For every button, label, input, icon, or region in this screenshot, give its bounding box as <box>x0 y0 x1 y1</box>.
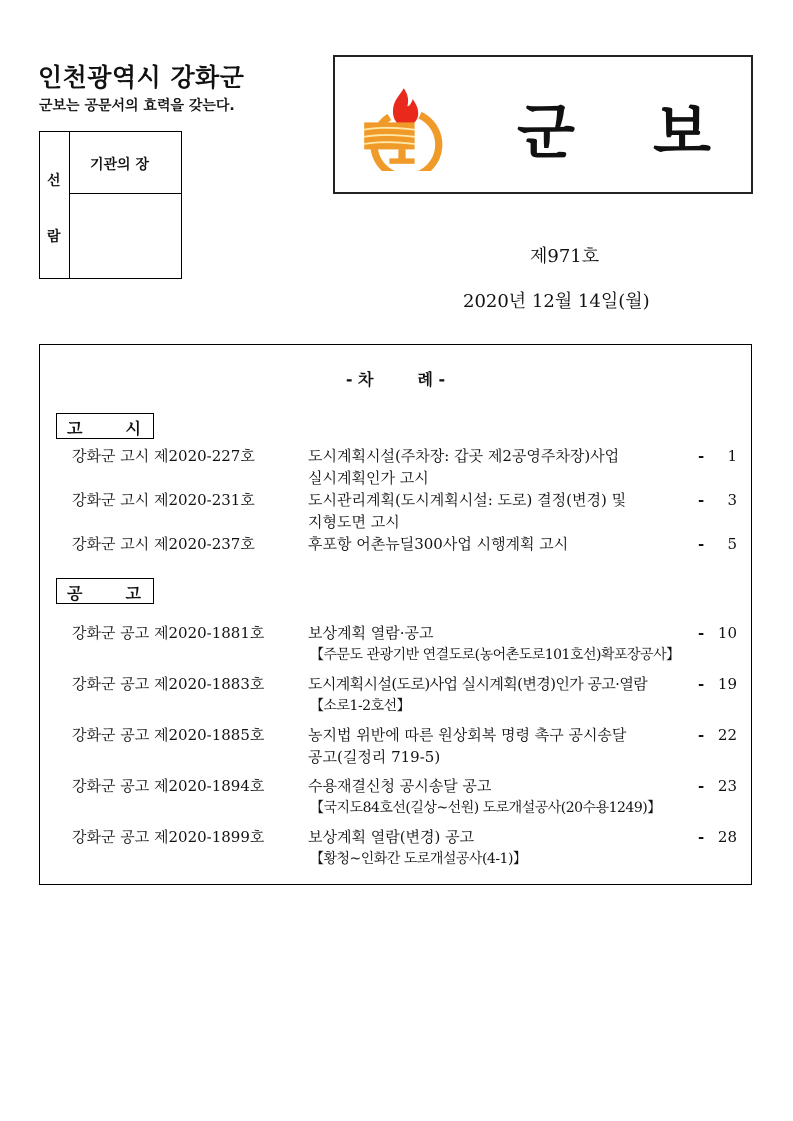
entry-title: 후포항 어촌뉴딜300사업 시행계획 고시 <box>308 535 569 553</box>
approval-head-cell <box>70 132 181 194</box>
entry-ref: 강화군 고시 제2020-237호 <box>72 535 255 553</box>
entry-dash: - <box>698 535 705 553</box>
toc-title-right: 례 - <box>417 370 446 389</box>
section-label: 시 <box>125 419 141 438</box>
toc-title <box>40 367 751 390</box>
entry-title: 도시계획시설(도로)사업 실시계획(변경)인가 공고·열람 【소로1-2호선】 <box>308 675 648 714</box>
org-subtitle: 군보는 공문서의 효력을 갖는다. <box>39 98 235 114</box>
entry-title: 도시관리계획(도시계획시설: 도로) 결정(변경) 및 지형도면 고시 <box>308 491 627 531</box>
entry-ref: 강화군 공고 제2020-1885호 <box>72 726 265 744</box>
approval-side-column <box>40 132 70 278</box>
section-label: 고 <box>67 419 83 438</box>
entry-ref: 강화군 공고 제2020-1899호 <box>72 828 265 846</box>
approval-side-char: 람 <box>47 229 61 245</box>
masthead-title-char: 보 <box>653 98 711 168</box>
entry-page: 1 <box>727 447 737 465</box>
entry-page: 23 <box>717 777 737 795</box>
section-header-notice <box>56 413 154 439</box>
entry-dash: - <box>698 624 705 642</box>
entry-ref: 강화군 고시 제2020-227호 <box>72 447 255 465</box>
masthead <box>333 55 753 194</box>
entry-title: 보상계획 열람·공고 【주문도 관광기반 연결도로(농어촌도로101호선)확포장공사】 <box>308 624 680 663</box>
issue-number: 제971호 <box>530 246 600 267</box>
entry-ref: 강화군 공고 제2020-1881호 <box>72 624 265 642</box>
gangwha-county-emblem-icon <box>357 81 447 171</box>
entry-ref: 강화군 공고 제2020-1883호 <box>72 675 265 693</box>
entry-dash: - <box>698 726 705 744</box>
approval-side-char: 선 <box>47 173 61 189</box>
entry-page: 10 <box>717 624 737 642</box>
table-of-contents <box>39 344 752 885</box>
section-label: 고 <box>125 584 141 603</box>
masthead-title-char: 군 <box>517 98 575 168</box>
issue-date: 2020년 12월 14일(월) <box>463 291 650 312</box>
approval-box <box>39 131 182 279</box>
entry-page: 19 <box>717 675 737 693</box>
entry-dash: - <box>698 777 705 795</box>
entry-ref: 강화군 고시 제2020-231호 <box>72 491 255 509</box>
entry-dash: - <box>698 675 705 693</box>
entry-title: 도시계획시설(주차장: 갑곳 제2공영주차장)사업 실시계획인가 고시 <box>308 447 620 487</box>
toc-title-left: - 차 <box>345 370 374 389</box>
entry-page: 22 <box>717 726 737 744</box>
entry-dash: - <box>698 828 705 846</box>
entry-ref: 강화군 공고 제2020-1894호 <box>72 777 265 795</box>
approval-head-label: 기관의 장 <box>90 157 149 173</box>
section-header-announcement <box>56 578 154 604</box>
org-title: 인천광역시 강화군 <box>38 63 245 92</box>
entry-page: 3 <box>727 491 737 509</box>
entry-dash: - <box>698 491 705 509</box>
entry-page: 5 <box>727 535 737 553</box>
entry-title: 수용재결신청 공시송달 공고 【국지도84호선(길상~선원) 도로개설공사(20수용1249)】 <box>308 777 661 816</box>
entry-dash: - <box>698 447 705 465</box>
entry-page: 28 <box>717 828 737 846</box>
entry-title: 농지법 위반에 따른 원상회복 명령 촉구 공시송달 공고(길정리 719-5) <box>308 726 627 766</box>
entry-title: 보상계획 열람(변경) 공고 【황청~인화간 도로개설공사(4-1)】 <box>308 828 527 867</box>
section-label: 공 <box>67 584 83 603</box>
